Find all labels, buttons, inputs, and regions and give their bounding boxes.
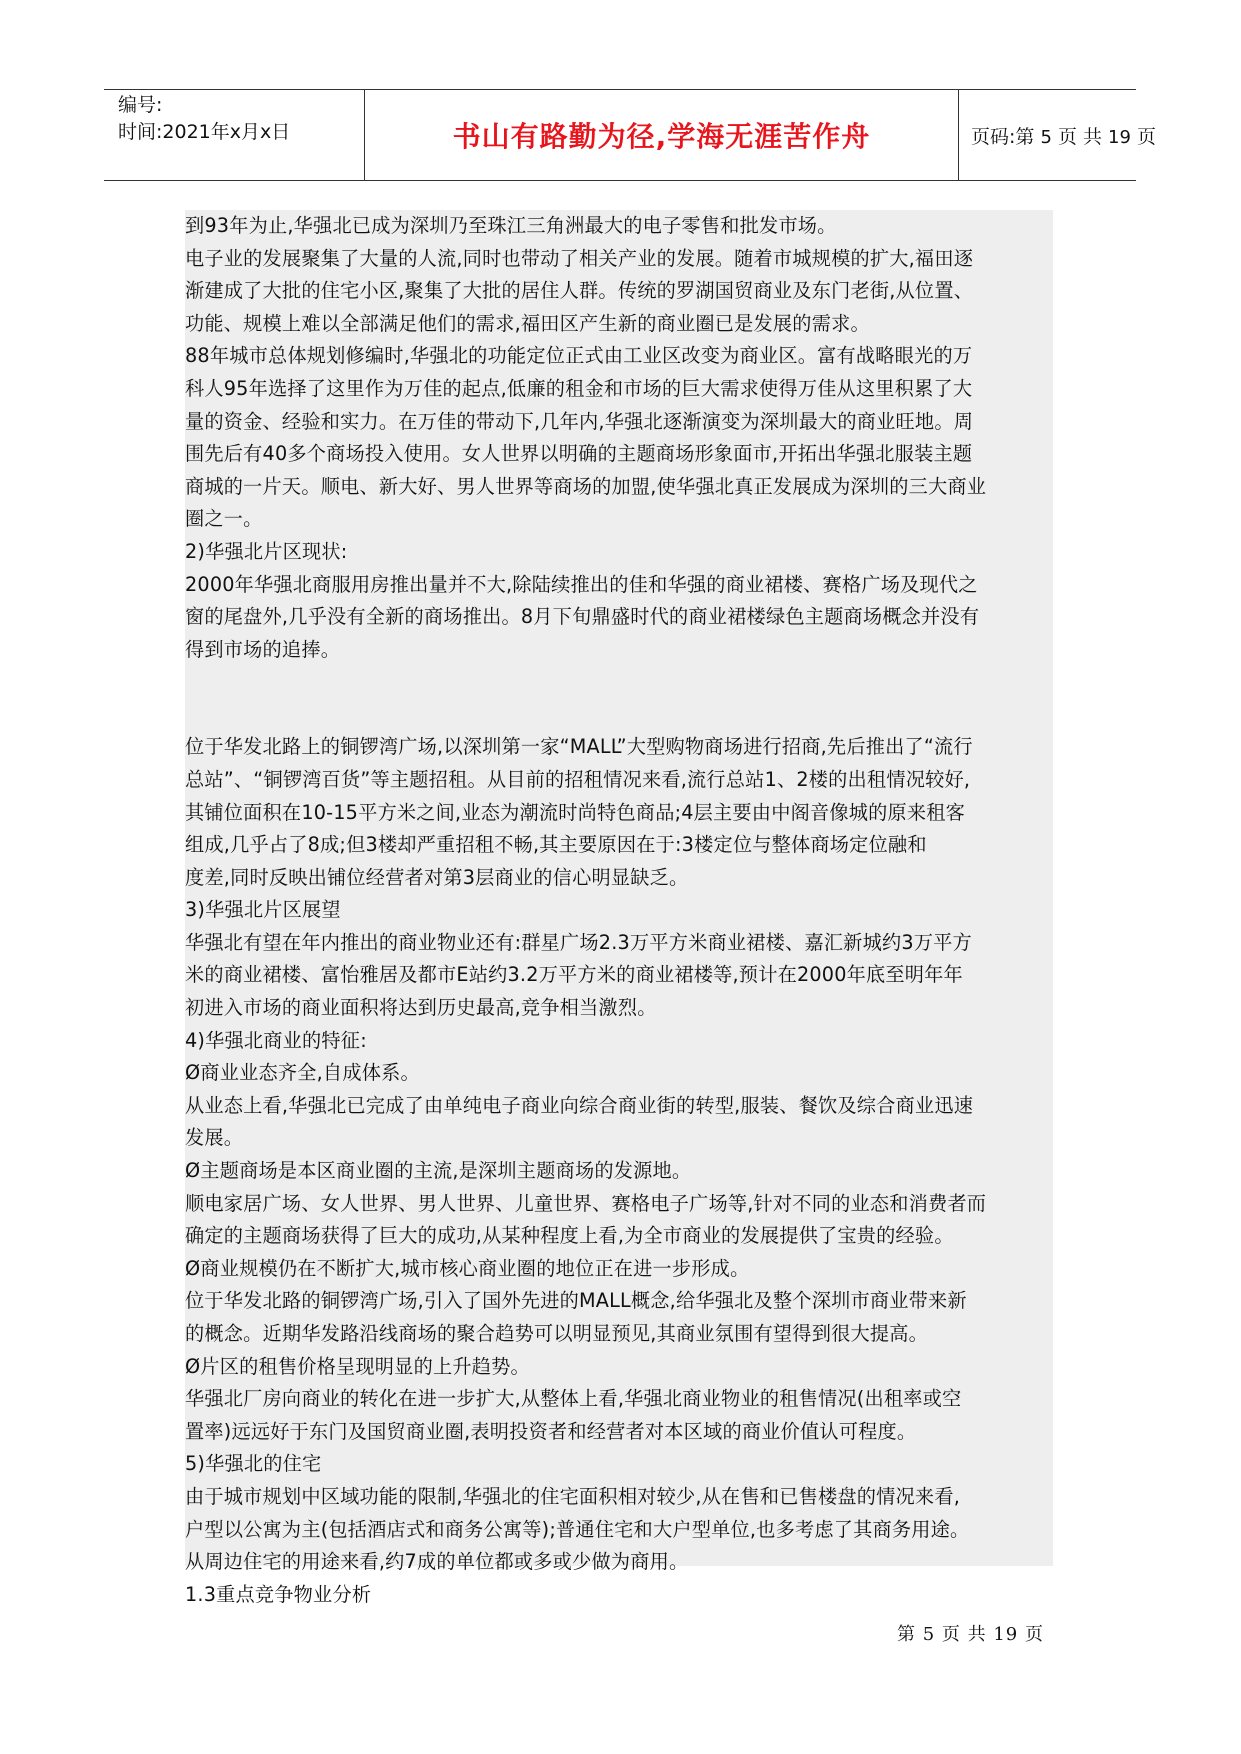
body-line: 量的资金、经验和实力。在万佳的带动下,几年内,华强北逐渐演变为深圳最大的商业旺地。周 xyxy=(185,409,974,433)
body-line: 确定的主题商场获得了巨大的成功,从某种程度上看,为全市商业的发展提供了宝贵的经验。 xyxy=(185,1224,954,1248)
body-line: 华强北有望在年内推出的商业物业还有:群星广场2.3万平方米商业裙楼、嘉汇新城约3万平方 xyxy=(185,930,972,954)
body-line: 科人95年选择了这里作为万佳的起点,低廉的租金和市场的巨大需求使得万佳从这里积累了大 xyxy=(185,376,973,400)
body-line: 置率)远远好于东门及国贸商业圈,表明投资者和经营者对本区域的商业价值认可程度。 xyxy=(185,1419,917,1443)
body-line: 户型以公寓为主(包括酒店式和商务公寓等);普通住宅和大户型单位,也多考虑了其商务用途。 xyxy=(185,1517,970,1541)
section-heading: 1.3重点竞争物业分析 xyxy=(185,1582,372,1606)
body-line: 发展。 xyxy=(185,1126,244,1150)
section-heading: 4)华强北商业的特征: xyxy=(185,1028,367,1052)
bullet-line: Ø商业规模仍在不断扩大,城市核心商业圈的地位正在进一步形成。 xyxy=(185,1256,750,1280)
body-line: 圈之一。 xyxy=(185,507,263,531)
section-heading: 3)华强北片区展望 xyxy=(185,898,341,922)
document-number-label: 编号: xyxy=(118,94,163,116)
body-line: 由于城市规划中区域功能的限制,华强北的住宅面积相对较少,从在售和已售楼盘的情况来看, xyxy=(185,1484,961,1508)
page-code-prefix: 页码:第 xyxy=(971,125,1035,148)
body-line: 功能、规模上难以全部满足他们的需求,福田区产生新的商业圈已是发展的需求。 xyxy=(185,311,870,335)
blank-line xyxy=(185,666,1053,731)
section-heading: 5)华强北的住宅 xyxy=(185,1452,322,1476)
body-line: 到93年为止,华强北已成为深圳乃至珠江三角洲最大的电子零售和批发市场。 xyxy=(185,214,837,237)
page-footer: 第 5 页 共 19 页 xyxy=(897,1624,1044,1645)
body-line: 华强北厂房向商业的转化在进一步扩大,从整体上看,华强北商业物业的租售情况(出租率或空 xyxy=(185,1387,962,1411)
page-code-total: 19 xyxy=(1108,126,1131,148)
body-line: 围先后有40多个商场投入使用。女人世界以明确的主题商场形象面市,开拓出华强北服装主题 xyxy=(185,442,973,466)
header-info-cell xyxy=(104,90,365,180)
body-line: 组成,几乎占了8成;但3楼却严重招租不畅,其主要原因在于:3楼定位与整体商场定位融和 xyxy=(185,833,927,857)
body-line: 电子业的发展聚集了大量的人流,同时也带动了相关产业的发展。随着市城规模的扩大,福田逐 xyxy=(185,246,974,270)
body-line: 88年城市总体规划修编时,华强北的功能定位正式由工业区改变为商业区。富有战略眼光的万 xyxy=(185,344,973,368)
body-line: 2000年华强北商服用房推出量并不大,除陆续推出的佳和华强的商业裙楼、赛格广场及现代之 xyxy=(185,572,978,596)
header-page-code xyxy=(971,122,1156,149)
body-line: 从周边住宅的用途来看,约7成的单位都或多或少做为商用。 xyxy=(185,1550,689,1574)
body-line: 度差,同时反映出铺位经营者对第3层商业的信心明显缺乏。 xyxy=(185,865,689,889)
document-time-label: 时间:2021年x月x日 xyxy=(118,121,291,143)
header-motto-cell xyxy=(365,90,959,180)
page-code-current: 5 xyxy=(1040,126,1052,148)
body-line: 位于华发北路的铜锣湾广场,引入了国外先进的MALL概念,给华强北及整个深圳市商业带来新 xyxy=(185,1289,967,1313)
section-heading: 2)华强北片区现状: xyxy=(185,539,348,563)
page-code-suffix: 页 xyxy=(1137,125,1157,148)
page-header xyxy=(104,89,1157,181)
bullet-line: Ø片区的租售价格呈现明显的上升趋势。 xyxy=(185,1354,530,1378)
body-line: 从业态上看,华强北已完成了由单纯电子商业向综合商业街的转型,服装、餐饮及综合商业迅速 xyxy=(185,1093,974,1117)
bullet-line: Ø商业业态齐全,自成体系。 xyxy=(185,1061,420,1085)
page-code-mid: 页 共 xyxy=(1057,125,1102,148)
body-line: 得到市场的追捧。 xyxy=(185,637,341,661)
body-line: 商城的一片天。顺电、新大好、男人世界等商场的加盟,使华强北真正发展成为深圳的三大商业 xyxy=(185,474,987,498)
body-line: 位于华发北路上的铜锣湾广场,以深圳第一家“MALL”大型购物商场进行招商,先后推出了“流行 xyxy=(185,735,973,759)
body-line: 总站”、“铜锣湾百货”等主题招租。从目前的招租情况来看,流行总站1、2楼的出租情况较好, xyxy=(185,767,971,791)
body-line: 的概念。近期华发路沿线商场的聚合趋势可以明显预见,其商业氛围有望得到很大提高。 xyxy=(185,1322,929,1345)
body-line: 渐建成了大批的住宅小区,聚集了大批的居住人群。传统的罗湖国贸商业及东门老街,从位置、 xyxy=(185,279,974,303)
header-motto: 书山有路勤为径,学海无涯苦作舟 xyxy=(452,120,871,153)
body-line: 顺电家居广场、女人世界、男人世界、儿童世界、赛格电子广场等,针对不同的业态和消费者而 xyxy=(185,1191,987,1215)
body-line: 米的商业裙楼、富怡雅居及都市E站约3.2万平方米的商业裙楼等,预计在2000年底至明年年 xyxy=(185,963,963,987)
body-line: 窗的尾盘外,几乎没有全新的商场推出。8月下旬鼎盛时代的商业裙楼绿色主题商场概念并没有 xyxy=(185,605,980,629)
body-line: 初进入市场的商业面积将达到历史最高,竞争相当激烈。 xyxy=(185,996,657,1020)
bullet-line: Ø主题商场是本区商业圈的主流,是深圳主题商场的发源地。 xyxy=(185,1159,692,1183)
body-text-block xyxy=(185,210,1053,1606)
header-page-cell xyxy=(959,90,1157,180)
body-line: 其铺位面积在10-15平方米之间,业态为潮流时尚特色商品;4层主要由中阁音像城的原来租客 xyxy=(185,800,966,824)
